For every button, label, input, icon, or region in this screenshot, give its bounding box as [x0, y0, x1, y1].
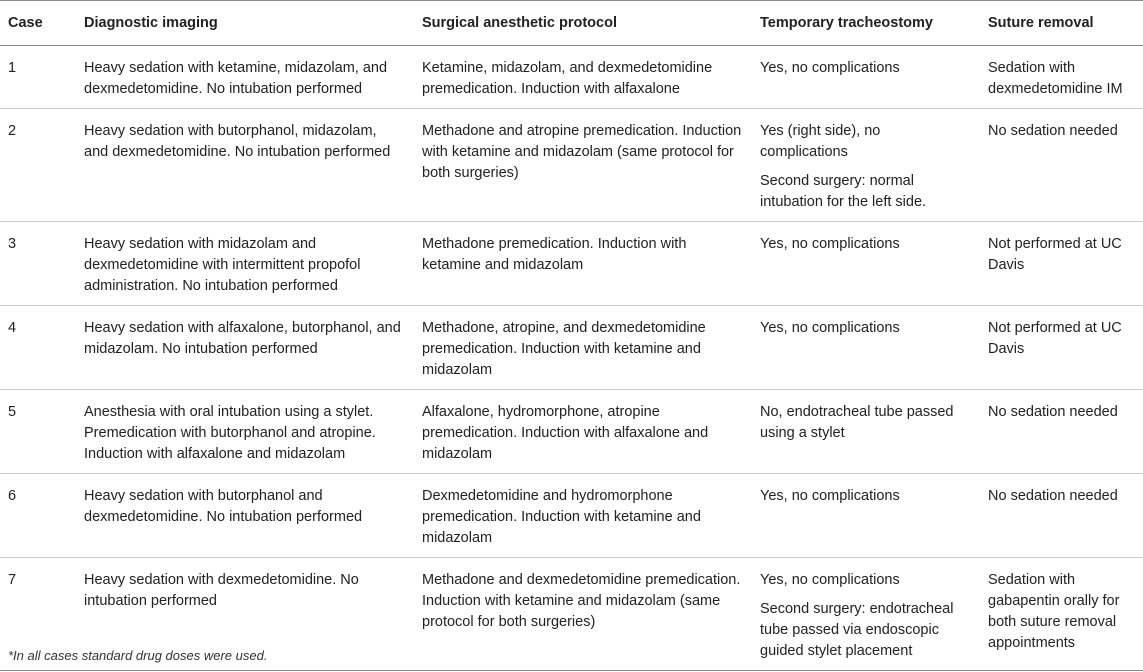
surgical-protocol-cell: Alfaxalone, hydromorphone, atropine premedication. Induction with alfaxalone and midazolam	[412, 390, 750, 474]
tracheostomy-note: Yes, no complications	[760, 488, 900, 504]
table-row	[0, 390, 1143, 474]
table-row	[0, 222, 1143, 306]
surgical-protocol-cell: Methadone and atropine premedication. Induction with ketamine and midazolam (same protocol for both surgeries)	[412, 109, 750, 222]
tracheostomy-cell	[750, 222, 978, 306]
tracheostomy-note: Yes, no complications	[760, 320, 900, 336]
diagnostic-imaging-cell: Anesthesia with oral intubation using a stylet. Premedication with butorphanol and atropine. Induction with alfaxalone and midazolam	[74, 390, 412, 474]
surgical-protocol-cell: Methadone and dexmedetomidine premedication. Induction with ketamine and midazolam (same protocol for both surgeries)	[412, 558, 750, 671]
surgical-protocol-cell: Ketamine, midazolam, and dexmedetomidine premedication. Induction with alfaxalone	[412, 46, 750, 109]
case-number: 6	[0, 474, 74, 558]
table-body	[0, 46, 1143, 671]
table-footnote: *In all cases standard drug doses were used.	[8, 648, 268, 663]
diagnostic-imaging-cell: Heavy sedation with midazolam and dexmedetomidine with intermittent propofol administration. No intubation performed	[74, 222, 412, 306]
table-header	[0, 1, 1143, 46]
diagnostic-imaging-cell: Heavy sedation with dexmedetomidine. No intubation performed	[74, 558, 412, 671]
suture-removal-cell: No sedation needed	[978, 390, 1143, 474]
header-suture-removal: Suture removal	[978, 1, 1143, 46]
suture-removal-cell: Not performed at UC Davis	[978, 306, 1143, 390]
case-number: 1	[0, 46, 74, 109]
case-number: 3	[0, 222, 74, 306]
diagnostic-imaging-cell: Heavy sedation with alfaxalone, butorphanol, and midazolam. No intubation performed	[74, 306, 412, 390]
header-temporary-tracheostomy: Temporary tracheostomy	[750, 1, 978, 46]
suture-removal-cell: Sedation with dexmedetomidine IM	[978, 46, 1143, 109]
suture-removal-cell: No sedation needed	[978, 109, 1143, 222]
tracheostomy-second-surgery-note: Second surgery: endotracheal tube passed via endoscopic guided stylet placement	[760, 601, 954, 659]
diagnostic-imaging-cell: Heavy sedation with ketamine, midazolam, and dexmedetomidine. No intubation performed	[74, 46, 412, 109]
diagnostic-imaging-cell: Heavy sedation with butorphanol and dexmedetomidine. No intubation performed	[74, 474, 412, 558]
suture-removal-cell: No sedation needed	[978, 474, 1143, 558]
surgical-protocol-cell: Methadone premedication. Induction with ketamine and midazolam	[412, 222, 750, 306]
surgical-protocol-cell: Methadone, atropine, and dexmedetomidine premedication. Induction with ketamine and midazolam	[412, 306, 750, 390]
tracheostomy-cell	[750, 46, 978, 109]
case-number: 2	[0, 109, 74, 222]
tracheostomy-cell	[750, 306, 978, 390]
table-row	[0, 109, 1143, 222]
surgical-protocol-cell: Dexmedetomidine and hydromorphone premedication. Induction with ketamine and midazolam	[412, 474, 750, 558]
tracheostomy-cell	[750, 390, 978, 474]
tracheostomy-note: No, endotracheal tube passed using a stylet	[760, 404, 954, 441]
suture-removal-cell: Sedation with gabapentin orally for both suture removal appointments	[978, 558, 1143, 671]
case-number: 5	[0, 390, 74, 474]
tracheostomy-cell	[750, 109, 978, 222]
tracheostomy-cell	[750, 474, 978, 558]
suture-removal-cell: Not performed at UC Davis	[978, 222, 1143, 306]
case-number: 7	[0, 558, 74, 671]
header-surgical-anesthetic-protocol: Surgical anesthetic protocol	[412, 1, 750, 46]
table-row	[0, 306, 1143, 390]
diagnostic-imaging-cell: Heavy sedation with butorphanol, midazolam, and dexmedetomidine. No intubation performed	[74, 109, 412, 222]
tracheostomy-note: Yes (right side), no complications	[760, 123, 881, 160]
table-row	[0, 46, 1143, 109]
tracheostomy-note: Yes, no complications	[760, 60, 900, 76]
table-row	[0, 474, 1143, 558]
tracheostomy-note: Yes, no complications	[760, 572, 900, 588]
header-case: Case	[0, 1, 74, 46]
tracheostomy-note: Yes, no complications	[760, 236, 900, 252]
tracheostomy-second-surgery-note: Second surgery: normal intubation for the left side.	[760, 173, 927, 210]
case-number: 4	[0, 306, 74, 390]
header-diagnostic-imaging: Diagnostic imaging	[74, 1, 412, 46]
tracheostomy-cell	[750, 558, 978, 671]
header-row	[0, 1, 1143, 46]
